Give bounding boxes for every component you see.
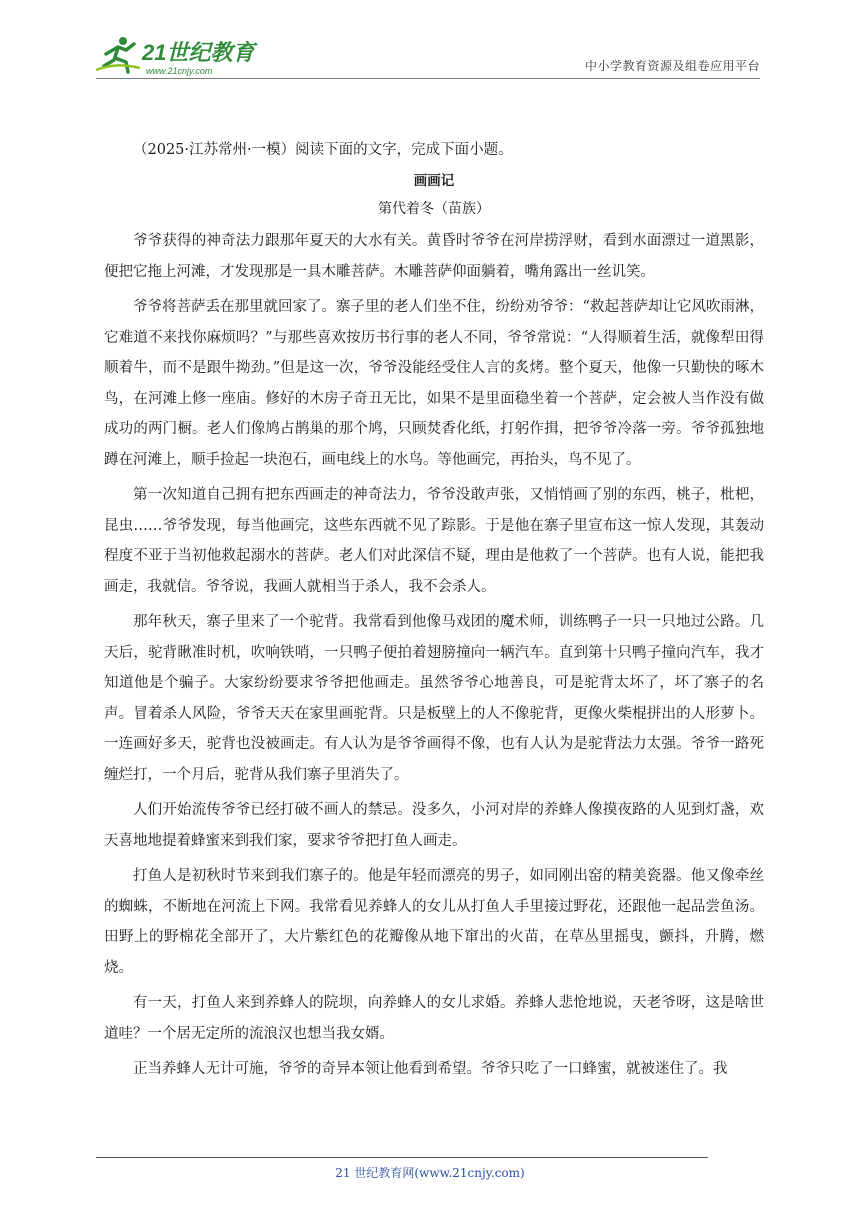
paragraph-1: 爷爷获得的神奇法力跟那年夏天的大水有关。黄昏时爷爷在河岸捞浮财，看到水面漂过一道黑影，便把它拖上河滩，才发现那是一具木雕菩萨。木雕菩萨仰面躺着，嘴角露出一丝讥笑。 bbox=[104, 233, 764, 280]
logo-text: 21世纪教育 bbox=[142, 40, 255, 65]
question-intro: （2025·江苏常州·一模）阅读下面的文字，完成下面小题。 bbox=[133, 142, 513, 158]
paragraph-8: 正当养蜂人无计可施，爷爷的奇异本领让他看到希望。爷爷只吃了一口蜂蜜，就被迷住了。我 bbox=[133, 1061, 728, 1077]
logo-21cnjy bbox=[96, 34, 266, 78]
header-divider bbox=[96, 78, 760, 79]
paragraph-6: 打鱼人是初秋时节来到我们寨子的。他是年轻而漂亮的男子，如同刚出窑的精美瓷器。他又像牵丝的蜘蛛，不断地在河流上下网。我常看见养蜂人的女儿从打鱼人手里接过野花，还跟他一起品尝鱼汤。田野上的野棉花全部开了，大片紫红色的花瓣像从地下窜出的火苗，在草丛里摇曳，颤抖，升腾，燃烧。 bbox=[104, 868, 764, 976]
platform-name: 中小学教育资源及组卷应用平台 bbox=[584, 59, 760, 73]
story-title: 画画记 bbox=[413, 173, 455, 189]
story-author: 第代着冬（苗族） bbox=[378, 201, 490, 217]
paragraph-7: 有一天，打鱼人来到养蜂人的院坝，向养蜂人的女儿求婚。养蜂人悲怆地说，天老爷呀，这是啥世道哇？一个居无定所的流浪汉也想当我女婿。 bbox=[104, 995, 764, 1042]
paragraph-5: 人们开始流传爷爷已经打破不画人的禁忌。没多久，小河对岸的养蜂人像摸夜路的人见到灯盏，欢天喜地地提着蜂蜜来到我们家，要求爷爷把打鱼人画走。 bbox=[104, 802, 764, 849]
document-body bbox=[104, 136, 764, 1090]
footer-link[interactable]: 21 世纪教育网(www.21cnjy.com) bbox=[335, 1166, 525, 1180]
footer-divider bbox=[96, 1157, 708, 1158]
paragraph-4: 那年秋天，寨子里来了一个驼背。我常看到他像马戏团的魔术师，训练鸭子一只一只地过公路。几天后，驼背瞅准时机，吹响铁哨，一只鸭子便拍着翅膀撞向一辆汽车。直到第十只鸭子撞向汽车，我才知道他是个骗子。大家纷纷要求爷爷把他画走。虽然爷爷心地善良，可是驼背太坏了，坏了寨子的名声。冒着杀人风险，爷爷天天在家里画驼背。只是板壁上的人不像驼背，更像火柴棍拼出的人形萝卜。一连画好多天，驼背也没被画走。有人认为是爷爷画得不像，也有人认为是驼背法力太强。爷爷一路死缠烂打，一个月后，驼背从我们寨子里消失了。 bbox=[104, 614, 764, 783]
page-header bbox=[96, 34, 760, 78]
logo-url: www.21cnjy.com bbox=[146, 66, 213, 76]
paragraph-2: 爷爷将菩萨丢在那里就回家了。寨子里的老人们坐不住，纷纷劝爷爷：“救起菩萨却让它风吹雨淋，它难道不来找你麻烦吗？”与那些喜欢按历书行事的老人不同，爷爷常说：“人得顺着生活，就像犁田得顺着牛，而不是跟牛拗劲。”但是这一次，爷爷没能经受住人言的炙烤。整个夏天，他像一只勤快的啄木鸟，在河滩上修一座庙。修好的木房子奇丑无比，如果不是里面稳坐着一个菩萨，定会被人当作没有做成功的两门橱。老人们像鸠占鹊巢的那个鸠，只顾焚香化纸，打躬作揖，把爷爷冷落一旁。爷爷孤独地蹲在河滩上，顺手捡起一块泡石，画电线上的水鸟。等他画完，再抬头，鸟不见了。 bbox=[104, 299, 764, 468]
paragraph-3: 第一次知道自己拥有把东西画走的神奇法力，爷爷没敢声张，又悄悄画了别的东西，桃子，枇杷，昆虫……爷爷发现，每当他画完，这些东西就不见了踪影。于是他在寨子里宣布这一惊人发现，其轰动程度不亚于当初他救起溺水的菩萨。老人们对此深信不疑，理由是他救了一个菩萨。也有人说，能把我画走，我就信。爷爷说，我画人就相当于杀人，我不会杀人。 bbox=[104, 487, 764, 595]
